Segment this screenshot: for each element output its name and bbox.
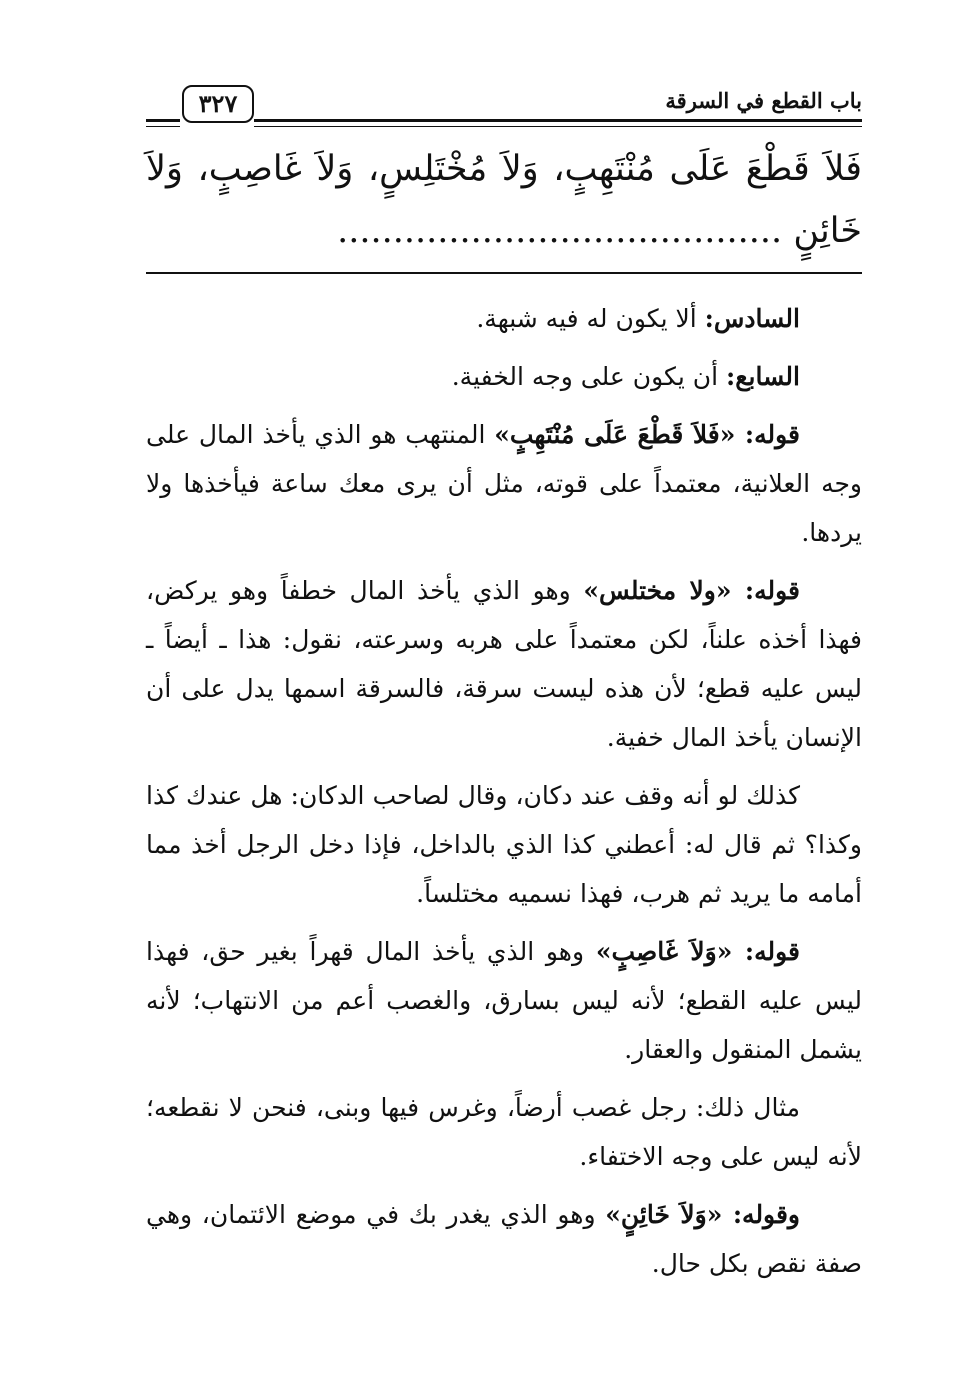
paragraph-quote: «وَلاَ خَائِنٍ»	[605, 1200, 733, 1229]
paragraph-text: المنتهب هو الذي يأخذ المال على وجه العلانية، معتمداً على قوته، مثل أن يرى معك ساعة فيأخذها ولا يردها.	[146, 420, 862, 547]
paragraph-text: ألا يكون له فيه شبهة.	[476, 304, 705, 333]
paragraph-text: مثال ذلك: رجل غصب أرضاً، وغرس فيها وبنى، فنحن لا نقطعه؛ لأنه ليس على وجه الاختفاء.	[146, 1093, 862, 1171]
header-rule-short	[146, 119, 180, 127]
paragraph-lead: قوله:	[744, 937, 800, 966]
matn-dots: ........................................	[337, 211, 783, 251]
header-rule	[254, 119, 862, 127]
paragraph-quote: «فَلاَ قَطْعَ عَلَى مُنْتَهِبٍ»	[494, 420, 745, 449]
page-header	[146, 82, 862, 132]
paragraph-lead: قوله:	[744, 576, 800, 605]
paragraph	[146, 771, 862, 918]
paragraph	[146, 410, 862, 557]
paragraph-text: كذلك لو أنه وقف عند دكان، وقال لصاحب الدكان: هل عندك كذا وكذا؟ ثم قال له: أعطني كذا الذي بالداخل، فإذا دخل الرجل أخذ مما أمامه ما يريد ثم هرب، فهذا نسميه مختلساً.	[146, 781, 862, 908]
paragraph	[146, 1190, 862, 1288]
chapter-title: باب القطع في السرقة	[665, 88, 862, 113]
paragraph-quote: «ولا مختلس»	[583, 576, 745, 605]
paragraph-quote: «وَلاَ غَاصِبٍ»	[595, 937, 745, 966]
paragraph-lead: السابع:	[726, 362, 800, 391]
paragraph-text: أن يكون على وجه الخفية.	[451, 362, 727, 391]
paragraph-lead: وقوله:	[732, 1200, 800, 1229]
page-number: ٣٢٧	[182, 85, 254, 123]
matn-line: فَلاَ قَطْعَ عَلَى مُنْتَهِبٍ، وَلاَ مُخْتَلِسٍ، وَلاَ غَاصِبٍ، وَلاَ خَائِنٍ	[146, 149, 862, 251]
paragraph	[146, 566, 862, 762]
paragraph	[146, 927, 862, 1074]
paragraph-text: وهو الذي يغدر بك في موضع الائتمان، وهي صفة نقص بكل حال.	[146, 1200, 862, 1278]
paragraph-lead: قوله:	[744, 420, 800, 449]
paragraph-text: وهو الذي يأخذ المال خطفاً وهو يركض، فهذا أخذه علناً، لكن معتمداً على هربه وسرعته، نقول: هذا ـ أيضاً ـ ليس عليه قطع؛ لأن هذه ليست سرقة، فالسرقة اسمها يدل على أن الإنسان يأخذ المال خفية.	[146, 576, 862, 752]
paragraph-text: وهو الذي يأخذ المال قهراً بغير حق، فهذا ليس عليه القطع؛ لأنه ليس بسارق، والغصب أعم من الانتهاب؛ لأنه يشمل المنقول والعقار.	[146, 937, 862, 1064]
paragraph	[146, 1083, 862, 1181]
matn-separator	[146, 272, 862, 274]
paragraph	[146, 294, 862, 343]
paragraph	[146, 352, 862, 401]
commentary-body	[146, 294, 862, 1297]
matn-text	[146, 138, 862, 262]
paragraph-lead: السادس:	[704, 304, 800, 333]
